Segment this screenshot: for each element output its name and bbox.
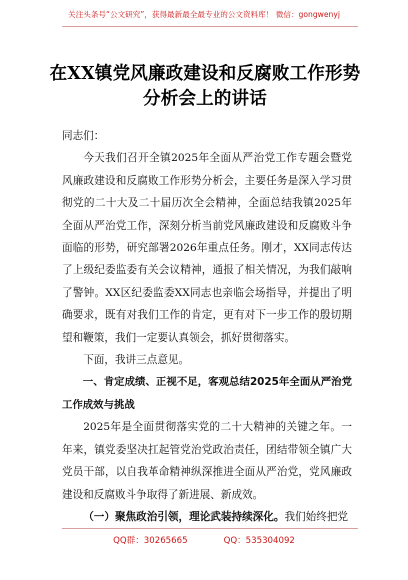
footer-qq-group: QQ群：30265665 (113, 536, 188, 546)
paragraph-summary: 2025年是全面贯彻落实党的二十大精神的关键之年。一年来，镇党委坚决扛起管党治党政治责任，团结带领全镇广大党员干部，以自我革命精神纵深推进全面从严治党，党风廉政建设和反腐败斗争取得了新进展、新成效。 (62, 421, 352, 501)
footer-qq: QQ：535304092 (223, 536, 295, 546)
footer-contact (0, 534, 408, 546)
greeting: 同志们： (62, 130, 105, 142)
section-heading-1: 一、肯定成绩、正视不足，客观总结2025年全面从严治党工作成效与挑战 (62, 376, 352, 411)
paragraph-intro: 今天我们召开全镇2025年全面从严治党工作专题会暨党风廉政建设和反腐败工作形势分析会，主要任务是深入学习贯彻党的二十大及二十届历次全会精神，全面总结我镇2025年全面从严治党工作，深刻分析当前党风廉政建设和反腐败斗争面临的形势，研究部署2026年重点任务。刚才，XX同志传达了上级纪委监委有关会议精神，通报了相关情况，为我们敲响了警钟。XX区纪委监委XX同志也亲临会场指导，并提出了明确要求，既有对我们工作的肯定，更有对下一步工作的殷切期望和鞭策，我们一定要认真领会，抓好贯彻落实。 (62, 152, 352, 344)
document-title (40, 62, 370, 112)
title-line-1: 在XX镇党风廉政建设和反腐败工作形势 (49, 64, 361, 84)
subsection-1-heading: （一）聚焦政治引领，理论武装持续深化。 (83, 510, 285, 523)
document-body (62, 125, 352, 528)
header-promo-note: 关注头条号“公文研究”，获得最新最全最专业的公文资料库！ 微信：gongwenyj (68, 10, 340, 19)
subsection-1-text: 我们始终把党 (284, 510, 349, 523)
footer-divider (62, 528, 358, 529)
title-line-2: 分析会上的讲话 (143, 89, 267, 109)
paragraph-outline: 下面，我讲三点意见。 (83, 354, 190, 367)
header-divider (62, 26, 358, 27)
subsection-1 (62, 506, 352, 528)
